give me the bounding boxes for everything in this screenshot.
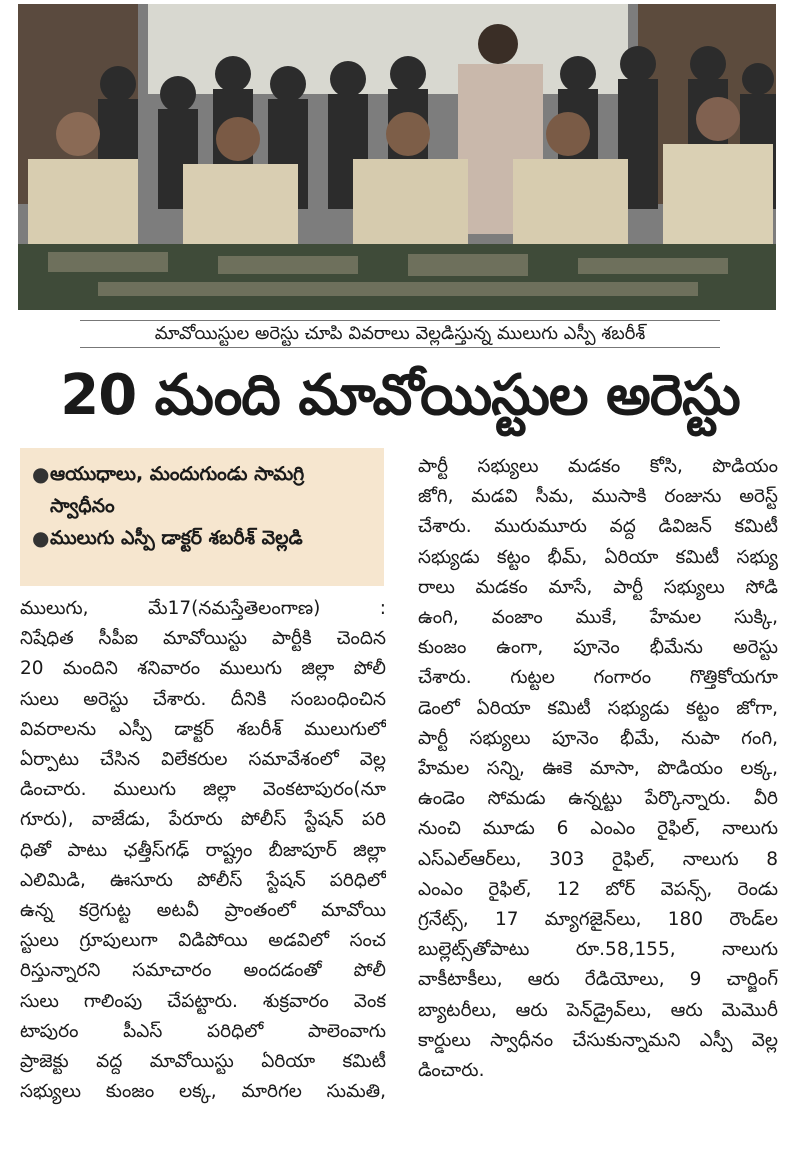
text-line: ములుగు, మే17(నమస్తేతెలంగాణ) : xyxy=(20,598,386,619)
highlight-item xyxy=(32,522,374,554)
bullet-icon: ● xyxy=(32,526,50,550)
text-line: జోగి, మడవి సీమ, ముసాకి రంజును అరెస్ట్ xyxy=(418,486,778,508)
text-line: రిస్తున్నారని సమాచారం అందడంతో పోలీ xyxy=(20,960,386,982)
text-line: పార్టీ సభ్యులు మడకం కోసి, పొడియం xyxy=(418,456,778,477)
text-line: ప్రాజెక్టు వద్ద మావోయిస్టు ఏరియా కమిటీ xyxy=(20,1051,386,1073)
text-line: ఎంఎం రైఫిల్, 12 బోర్ వెపన్స్, రెండు xyxy=(418,878,778,900)
text-line: ఎలిమిడి, ఊసూరు పోలీస్ స్టేషన్ పరిధిలో xyxy=(20,869,386,891)
text-line: కుంజం ఉంగా, పూనెం భీమేను అరెస్టు xyxy=(418,637,778,659)
article-column-right xyxy=(418,452,778,1086)
text-line: డించారు. ములుగు జిల్లా వెంకటాపురం(నూ xyxy=(20,779,386,801)
text-line: నుంచి మూడు 6 ఎంఎం రైఫిల్, నాలుగు xyxy=(418,818,778,840)
highlight-item xyxy=(32,458,374,522)
article-column-left xyxy=(20,594,386,1107)
text-line: ఉంగి, వంజాం ముకే, హేమల సుక్కి, xyxy=(418,607,778,629)
text-line: సభ్యులు కుంజం లక్క, మారిగల సుమతి, xyxy=(20,1081,386,1103)
highlight-text: ములుగు ఎస్పీ డాక్టర్ శబరీశ్ వెల్లడి xyxy=(50,527,303,549)
text-line: చేశారు. మురుమూరు వద్ద డివిజన్ కమిటీ xyxy=(418,516,778,538)
text-line: ఉన్న కర్రెగుట్ట అటవీ ప్రాంతంలో మావోయి xyxy=(20,900,386,922)
highlight-text: ఆయుధాలు, మందుగుండు సామగ్రి స్వాధీనం xyxy=(50,463,305,517)
text-line: చేశారు. గుట్టల గంగారం గొత్తికోయగూ xyxy=(418,667,778,689)
photo-caption: మావోయిస్టుల అరెస్టు చూపి వివరాలు వెల్లడిస్తున్న ములుగు ఎస్పీ శబరీశ్ xyxy=(80,320,720,348)
text-line: బుల్లెట్స్‌తోపాటు రూ.58,155, నాలుగు xyxy=(418,939,778,961)
text-line: సభ్యుడు కట్టం భీమ్, ఏరియా కమిటీ సభ్యు xyxy=(418,546,778,568)
text-line: సులు అరెస్టు చేశారు. దీనికి సంబంధించిన xyxy=(20,688,386,710)
text-line: డెంలో ఏరియా కమిటీ సభ్యుడు కట్టం జోగా, xyxy=(418,697,778,719)
headline: 20 మంది మావోయిస్టుల అరెస్టు xyxy=(60,363,740,428)
photo-illustration xyxy=(18,4,776,310)
text-line: వివరాలను ఎస్పీ డాక్టర్ శబరీశ్ ములుగులో xyxy=(20,718,386,740)
text-line: వాకీటాకీలు, ఆరు రేడియోలు, 9 చార్జింగ్ xyxy=(418,969,778,991)
text-line: సులు గాలింపు చేపట్టారు. శుక్రవారం వెంక xyxy=(20,990,386,1012)
text-line: గూరు), వాజేడు, పేరూరు పోలీస్ స్టేషన్ పరి xyxy=(20,809,386,831)
highlights-box xyxy=(20,448,384,586)
text-line: ఏర్పాటు చేసిన విలేకరుల సమావేశంలో వెల్ల xyxy=(20,749,386,771)
text-line: టాపురం పీఎస్ పరిధిలో పాలెంవాగు xyxy=(20,1020,386,1042)
text-line: ఎస్ఎల్ఆర్‌లు, 303 రైఫిల్, నాలుగు 8 xyxy=(418,848,778,870)
text-line: ధితో పాటు ఛత్తీస్‌గఢ్ రాష్ట్రం బీజాపూర్ జిల్లా xyxy=(20,839,386,861)
press-meet-photo xyxy=(18,4,776,310)
text-line: రాలు మడకం మాసే, పార్టీ సభ్యులు సోడి xyxy=(418,576,778,598)
text-line: స్టులు గ్రూపులుగా విడిపోయి అడవిలో సంచ xyxy=(20,930,386,952)
text-line: కార్డులు స్వాధీనం చేసుకున్నామని ఎస్పీ వెల్ల xyxy=(418,1029,778,1051)
text-line: 20 మందిని శనివారం ములుగు జిల్లా పోలీ xyxy=(20,658,386,680)
text-line: హేమల సన్ని, ఊకె మాసా, పొడియం లక్క, xyxy=(418,758,778,780)
text-line: నిషేధిత సీపీఐ మావోయిస్టు పార్టీకి చెందిన xyxy=(20,628,386,650)
text-line: బ్యాటరీలు, ఆరు పెన్‌డ్రైవ్‌లు, ఆరు మెమొరీ xyxy=(418,999,778,1021)
text-line: డించారు. xyxy=(418,1060,485,1082)
text-line: గ్రనేట్స్, 17 మ్యాగజైన్‌లు, 180 రౌండ్‌ల xyxy=(418,909,778,931)
bullet-icon: ● xyxy=(32,462,50,486)
text-line: పార్టీ సభ్యులు పూనెం భీమే, నుపా గంగి, xyxy=(418,727,778,749)
text-line: ఉండెం సోమడు ఉన్నట్టు పేర్కొన్నారు. వీరి xyxy=(418,788,778,810)
